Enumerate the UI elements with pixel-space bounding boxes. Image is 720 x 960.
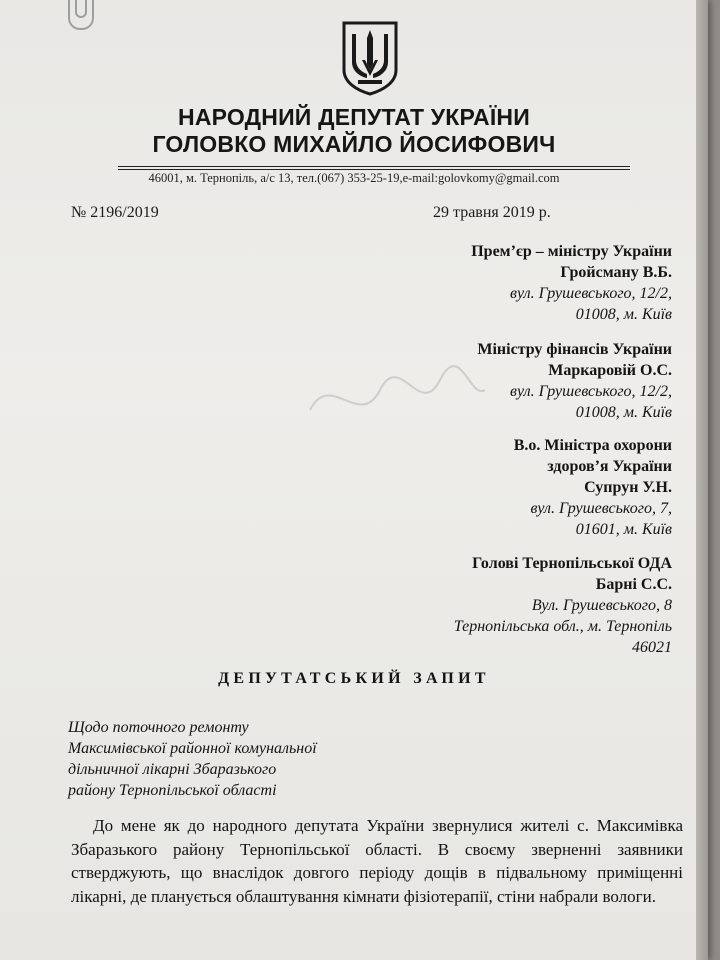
recipient-role: Голові Тернопільської ОДА — [472, 555, 672, 572]
letterhead-title-line1: НАРОДНИЙ ДЕПУТАТ УКРАЇНИ — [178, 104, 530, 130]
paper-clip-icon — [68, 0, 94, 30]
recipient-prime-minister — [471, 241, 672, 325]
header-rule — [118, 166, 630, 167]
recipient-name: Супрун У.Н. — [584, 479, 672, 496]
document-date: 29 травня 2019 р. — [433, 204, 551, 221]
subject-line: Щодо поточного ремонту — [68, 719, 249, 736]
recipient-address-line: 01008, м. Київ — [575, 404, 672, 421]
document-title: ДЕПУТАТСЬКИЙ ЗАПИТ — [218, 670, 490, 687]
recipient-address-line: 01008, м. Київ — [575, 306, 672, 323]
body-paragraph: До мене як до народного депутата України звернулися жителі с. Максимівка Збаразького району Тернопільської області. В своєму зверненні заявники стверджують, що внаслідок довгого періоду дощів в підвальному приміщенні лікарні, де планується облаштування кімнати фізіотерапії, стіни набрали вологи. — [71, 816, 683, 906]
recipient-role: Прем’єр – міністру України — [471, 243, 672, 260]
recipient-address-line: 01601, м. Київ — [575, 521, 672, 538]
faint-signature-show-through — [300, 360, 490, 440]
recipient-name: Маркаровій О.С. — [548, 362, 672, 379]
recipient-role-cont: здоров’я України — [547, 458, 672, 475]
registration-number: № 2196/2019 — [71, 204, 159, 221]
recipient-role: Міністру фінансів України — [477, 341, 672, 358]
subject-line: району Тернопільської області — [68, 782, 277, 799]
recipient-role: В.о. Міністра охорони — [513, 437, 672, 454]
letterhead-title-line2: ГОЛОВКО МИХАЙЛО ЙОСИФОВИЧ — [152, 131, 556, 157]
recipient-name: Гройсману В.Б. — [560, 264, 672, 281]
letterhead-contacts: 46001, м. Тернопіль, а/с 13, тел.(067) 353-25-19,e-mail:golovkomy@gmail.com — [148, 171, 560, 185]
subject-line: Максимівської районної комунальної — [68, 740, 317, 757]
recipient-address-line: вул. Грушевського, 12/2, — [510, 383, 672, 400]
recipient-name: Барні С.С. — [595, 576, 672, 593]
recipient-health-minister — [514, 435, 672, 540]
recipient-oblast-head — [454, 553, 672, 658]
header-rule — [118, 169, 630, 170]
subject-line: дільничної лікарні Збаразького — [68, 761, 277, 778]
coat-of-arms-trident-icon — [340, 20, 400, 96]
subject-block — [68, 717, 317, 801]
recipient-address-line: 46021 — [632, 639, 672, 656]
recipient-address-line: Тернопільська обл., м. Тернопіль — [453, 618, 672, 635]
recipient-address-line: Вул. Грушевського, 8 — [531, 597, 672, 614]
recipient-address-line: вул. Грушевського, 7, — [530, 500, 672, 517]
recipient-address-line: вул. Грушевського, 12/2, — [510, 285, 672, 302]
recipient-finance-minister — [477, 339, 672, 423]
